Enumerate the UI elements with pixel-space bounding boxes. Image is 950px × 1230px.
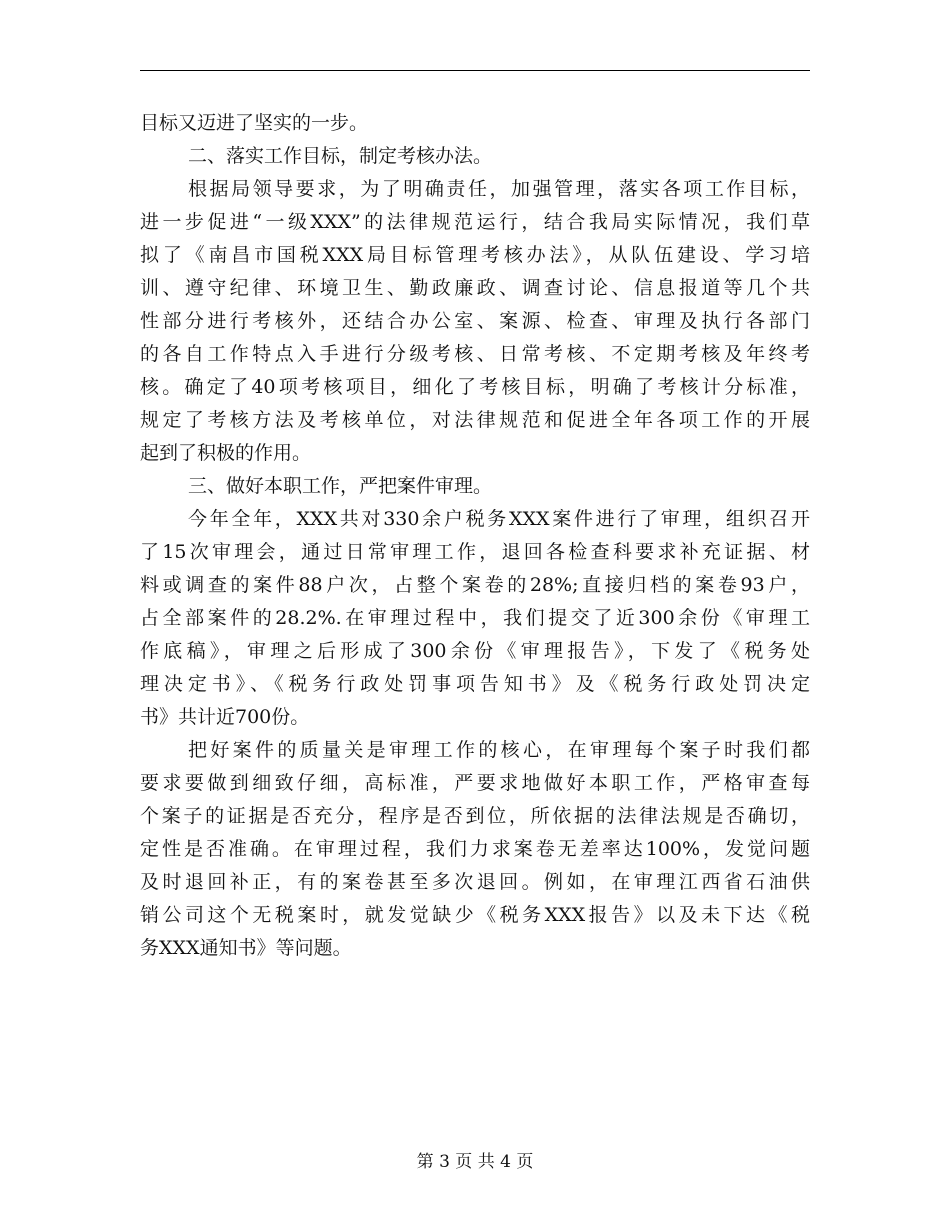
text-line: 个案子的证据是否充分，程序是否到位，所依据的法律法规是否确切， xyxy=(140,805,810,827)
text-line: 占全部案件的28.2%.在审理过程中，我们提交了近300余份《审理工 xyxy=(140,607,810,629)
text-line: 起到了积极的作用。 xyxy=(140,442,312,464)
text-line: 规定了考核方法及考核单位，对法律规范和促进全年各项工作的开展 xyxy=(140,409,810,431)
text-line: 理决定书》、《税务行政处罚事项告知书》及《税务行政处罚决定 xyxy=(140,673,810,695)
page-number-footer: 第 3 页 共 4 页 xyxy=(416,1152,534,1172)
text-line: 书》共计近700份。 xyxy=(140,706,310,728)
text-line: 三、做好本职工作，严把案件审理。 xyxy=(188,475,493,497)
text-line: 及时退回补正，有的案卷甚至多次退回。例如，在审理江西省石油供 xyxy=(140,871,810,893)
text-line: 销公司这个无税案时，就发觉缺少《税务XXX报告》以及未下达《税 xyxy=(140,904,810,926)
header-rule xyxy=(140,70,810,71)
text-line: 根据局领导要求，为了明确责任，加强管理，落实各项工作目标， xyxy=(188,178,810,200)
text-line: 目标又迈进了坚实的一步。 xyxy=(140,112,369,134)
text-line: 要求要做到细致仔细，高标准，严要求地做好本职工作，严格审查每 xyxy=(140,772,810,794)
text-line: 性部分进行考核外，还结合办公室、案源、检查、审理及执行各部门 xyxy=(140,310,810,332)
document-body xyxy=(140,107,810,965)
text-line: 进一步促进“一级XXX”的法律规范运行，结合我局实际情况，我们草 xyxy=(140,211,810,233)
text-line: 务XXX通知书》等问题。 xyxy=(140,937,352,959)
text-line: 今年全年，XXX共对330余户税务XXX案件进行了审理，组织召开 xyxy=(188,508,810,530)
text-line: 定性是否准确。在审理过程，我们力求案卷无差率达100%，发觉问题 xyxy=(140,838,810,860)
text-line: 的各自工作特点入手进行分级考核、日常考核、不定期考核及年终考 xyxy=(140,343,810,365)
text-line: 拟了《南昌市国税XXX局目标管理考核办法》，从队伍建设、学习培 xyxy=(140,244,810,266)
text-line: 二、落实工作目标，制定考核办法。 xyxy=(188,145,493,167)
text-line: 了15次审理会，通过日常审理工作，退回各检查科要求补充证据、材 xyxy=(140,541,810,563)
text-line: 作底稿》，审理之后形成了300余份《审理报告》，下发了《税务处 xyxy=(140,640,810,662)
text-line: 把好案件的质量关是审理工作的核心，在审理每个案子时我们都 xyxy=(188,739,810,761)
text-line: 料或调查的案件88户次，占整个案卷的28%;直接归档的案卷93户， xyxy=(140,574,810,596)
text-line: 核。确定了40项考核项目，细化了考核目标，明确了考核计分标准， xyxy=(140,376,810,398)
text-line: 训、遵守纪律、环境卫生、勤政廉政、调查讨论、信息报道等几个共 xyxy=(140,277,810,299)
